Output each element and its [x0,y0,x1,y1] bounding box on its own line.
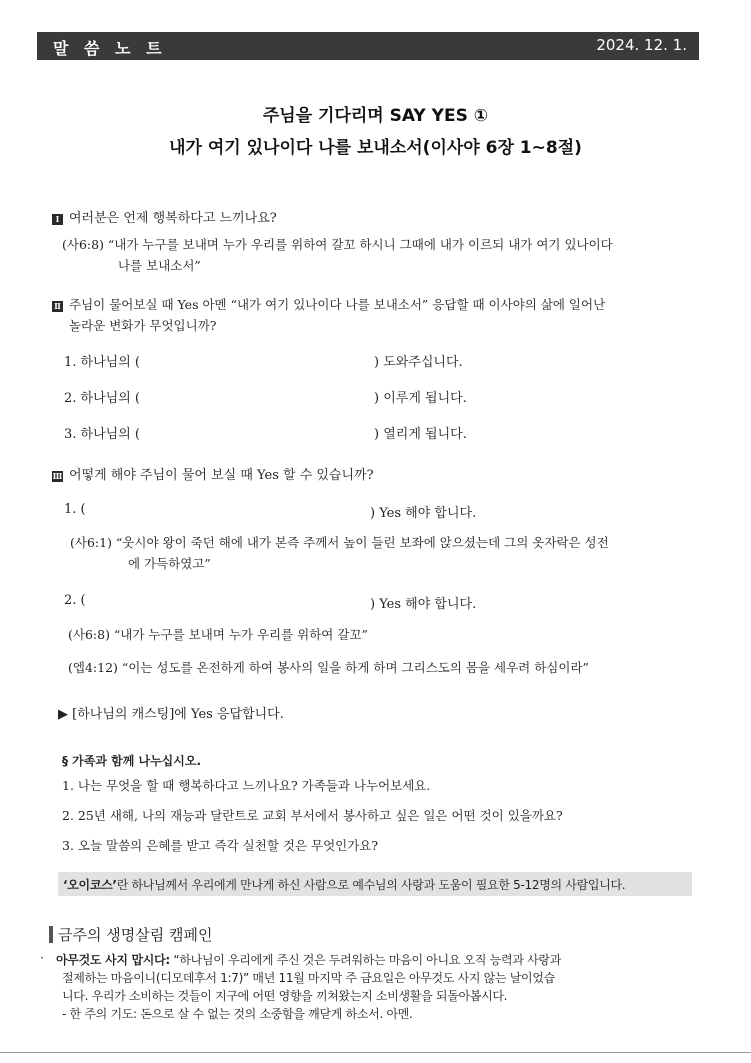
blank-item-left: 1. ( [64,502,86,517]
blank-item-right: ) Yes 해야 합니다. [370,506,477,521]
question-2 [52,295,605,313]
verse-line: 에 가득하였고” [128,556,211,571]
blank-item-right: ) 이루게 됩니다. [374,391,467,406]
blank-item-right: ) Yes 해야 합니다. [370,597,477,612]
blank-item-left: 2. ( [64,593,86,608]
campaign-title: 금주의 생명살림 캠페인 [58,926,213,944]
campaign-line: - 한 주의 기도: 돈으로 살 수 없는 것의 소중함을 깨닫게 하소서. 아멘. [62,1007,413,1021]
question-1-text: 여러분은 언제 행복하다고 느끼나요? [69,211,277,226]
blank-item-left: 1. 하나님의 ( [64,355,140,370]
family-item: 1. 나는 무엇을 할 때 행복하다고 느끼나요? 가족들과 나누어보세요. [62,778,431,793]
blank-item-left: 2. 하나님의 ( [64,391,140,406]
header-bar [37,32,699,60]
roman-numeral-mark: Ⅰ [52,214,63,225]
sermon-title-line2: 내가 여기 있나이다 나를 보내소서(이사야 6장 1~8절) [169,138,582,158]
verse-line: (사6:1) “웃시야 왕이 죽던 해에 내가 본즉 주께서 높이 들린 보좌에 앉으셨는데 그의 옷자락은 성전 [70,535,609,550]
blank-item-right: ) 열리게 됩니다. [374,427,467,442]
verse-line: (사6:8) “내가 누구를 보내며 누가 우리를 위하여 갈꼬 하시니 그때에 내가 이르되 내가 여기 있나이다 [62,237,613,252]
header-date: 2024. 12. 1. [596,36,687,54]
oikos-box [58,872,692,896]
roman-numeral-mark: Ⅱ [52,301,63,312]
family-section-title: § 가족과 함께 나누십시오. [62,754,202,768]
campaign-line [56,951,561,968]
question-3-text: 어떻게 해야 주님이 물어 보실 때 Yes 할 수 있습니까? [69,468,374,483]
question-2-text-cont: 놀라운 변화가 무엇입니까? [69,318,217,333]
question-1 [52,207,277,226]
blank-item-right: ) 도와주십니다. [374,355,463,370]
campaign-bar-marker [49,926,53,943]
question-2-text: 주님이 물어보실 때 Yes 아멘 “내가 여기 있나이다 나를 보내소서” 응답할 때 이사야의 삶에 일어난 [69,297,606,312]
campaign-line: 절제하는 마음이니(디모데후서 1:7)” 매년 11월 마지막 주 금요일은 아무것도 사지 않는 날이었습 [62,971,555,985]
roman-numeral-mark: Ⅲ [52,471,63,481]
campaign-heading: 아무것도 사지 맙시다: [56,953,170,967]
header-label: 말 씀 노 트 [53,39,167,58]
footer-divider [0,1052,751,1053]
conclusion: ▶ [하나님의 캐스팅]에 Yes 응답합니다. [58,707,284,722]
verse-line: (사6:8) “내가 누구를 보내며 누가 우리를 위하여 갈꼬” [68,627,368,642]
campaign-text: “하나님이 우리에게 주신 것은 두려워하는 마음이 아니요 오직 능력과 사랑과 [169,953,562,967]
verse-line: (엡4:12) “이는 성도를 온전하게 하여 봉사의 일을 하게 하며 그리스도의 몸을 세우려 하심이라” [68,660,589,675]
verse-line: 나를 보내소서” [118,258,201,273]
family-item: 3. 오늘 말씀의 은혜를 받고 즉각 실천할 것은 무엇인가요? [62,838,379,853]
oikos-definition: 란 하나님께서 우리에게 만나게 하신 사람으로 예수님의 사랑과 도움이 필요한 5-12명의 사람입니다. [116,878,626,892]
bullet-dot: · [40,951,44,965]
campaign-line: 니다. 우리가 소비하는 것들이 지구에 어떤 영향을 끼쳐왔는지 소비생활을 되돌아봅시다. [62,989,508,1003]
oikos-term: ‘오이코스’ [63,878,117,892]
question-3 [52,464,374,483]
blank-item-left: 3. 하나님의 ( [64,427,140,442]
family-item: 2. 25년 새해, 나의 재능과 달란트로 교회 부서에서 봉사하고 싶은 일은 어떤 것이 있을까요? [62,808,563,823]
sermon-title-line1: 주님을 기다리며 SAY YES ① [262,106,489,126]
